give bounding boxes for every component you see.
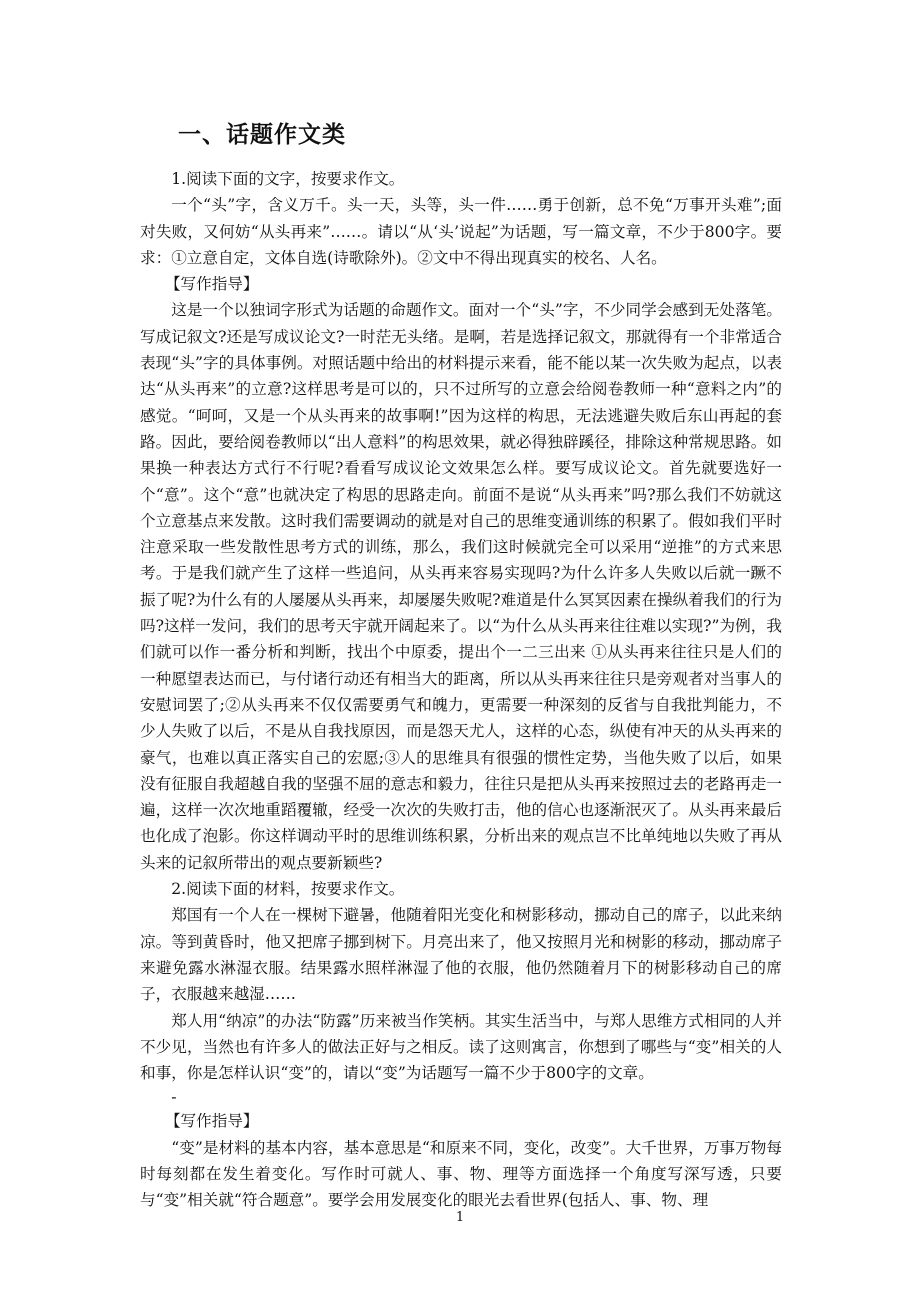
q1-guide-label: 【写作指导】 (164, 275, 259, 294)
q1-guide: 这是一个以独词字形式为话题的命题作文。面对一个“头”字，不少同学会感到无处落笔。写成记叙文?还是写成议论文?一时茫无头绪。是啊，若是选择记叙文，那就得有一个非常适合表现“头”字的具体事例。对照话题中给出的材料提示来看，能不能以某一次失败为起点，以表达“从头再来”的立意?这样思考是可以的，只不过所写的立意会给阅卷教师一种“意料之内”的感觉。“呵呵，又是一个从头再来的故事啊!”因为这样的构思，无法逃避失败后东山再起的套路。因此，要给阅卷教师以“出人意料”的构思效果，就必得独辟蹊径，排除这种常规思路。如果换一种表达方式行不行呢?看看写成议论文效果怎么样。要写成议论文。首先就要选好一个“意”。这个“意”也就决定了构思的思路走向。前面不是说“从头再来”吗?那么我们不妨就这个立意基点来发散。这时我们需要调动的就是对自己的思维变通训练的积累了。假如我们平时注意采取一些发散性思考方式的训练，那么，我们这时候就完全可以采用“逆推”的方式来思考。于是我们就产生了这样一些追问，从头再来容易实现吗?为什么许多人失败以后就一蹶不振了呢?为什么有的人屡屡从头再来，却屡屡失败呢?难道是什么冥冥因素在操纵着我们的行为吗?这样一发问，我们的思考天宇就开阔起来了。以“为什么从头再来往往难以实现?”为例，我们就可以作一番分析和判断，找出个中原委，提出个一二三出来 ①从头再来往往只是人们的一种愿望表达而已，与付诸行动还有相当大的距离，所以从头再来往往只是旁观者对当事人的安慰词罢了;②从头再来不仅仅需要勇气和魄力，更需要一种深刻的反省与自我批判能力，不少人失败了以后，不是从自我找原因，而是怨天尤人，这样的心态，纵使有冲天的从头再来的豪气，也难以真正落实自己的宏愿;③人的思维具有很强的惯性定势，当他失败了以后，如果没有征服自我超越自我的坚强不屈的意志和毅力，往往只是把从头再来按照过去的老路再走一遍，这样一次次地重蹈覆辙，经受一次次的失败打击，他的信心也逐渐泯灭了。从头再来最后也化成了泡影。你这样调动平时的思维训练积累，分析出来的观点岂不比单纯地以失败了再从头来的记叙所带出的观点要新颖些? (140, 301, 782, 872)
q2-guide: “变”是材料的基本内容，基本意思是“和原来不同，变化，改变”。大千世界，万事万物每时每刻都在发生着变化。写作时可就人、事、物、理等方面选择一个角度写深写透，只要与“变”相关就“符合题意”。要学会用发展变化的眼光去看世界(包括人、事、物、理 (140, 1138, 782, 1210)
q2-prompt: 2.阅读下面的材料，按要求作文。 (171, 880, 405, 899)
q1-material: 一个“头”字，含义万千。头一天，头等，头一件……勇于创新，总不免“万事开头难”;面对失败，又何妨“从头再来”……。请以“从‘头’说起”为话题，写一篇文章，不少于800字。要求：①立意自定，文体自选(诗歌除外)。②文中不得出现真实的校名、人名。 (140, 196, 782, 267)
page-content (140, 118, 782, 1214)
q2-material-1: 郑国有一个人在一棵树下避暑，他随着阳光变化和树影移动，挪动自己的席子，以此来纳凉。等到黄昏时，他又把席子挪到树下。月亮出来了，他又按照月光和树影的移动，挪动席子来避免露水淋湿衣服。结果露水照样淋湿了他的衣服，他仍然随着月下的树影移动自己的席子，衣服越来越湿…… (140, 906, 782, 1004)
page-number: 1 (455, 1210, 465, 1225)
q2-guide-label: 【写作指导】 (164, 1112, 259, 1131)
q2-material-2: 郑人用“纳凉”的办法“防露”历来被当作笑柄。其实生活当中，与郑人思维方式相同的人并不少见，当然也有许多人的做法正好与之相反。读了这则寓言，你想到了哪些与“变”相关的人和事，你是怎样认识“变”的，请以“变”为话题写一篇不少于800字的文章。 (140, 1011, 782, 1083)
q1-prompt: 1.阅读下面的文字，按要求作文。 (171, 170, 405, 188)
q2-dash: - (171, 1088, 177, 1107)
section-title: 一、话题作文类 (178, 122, 346, 148)
